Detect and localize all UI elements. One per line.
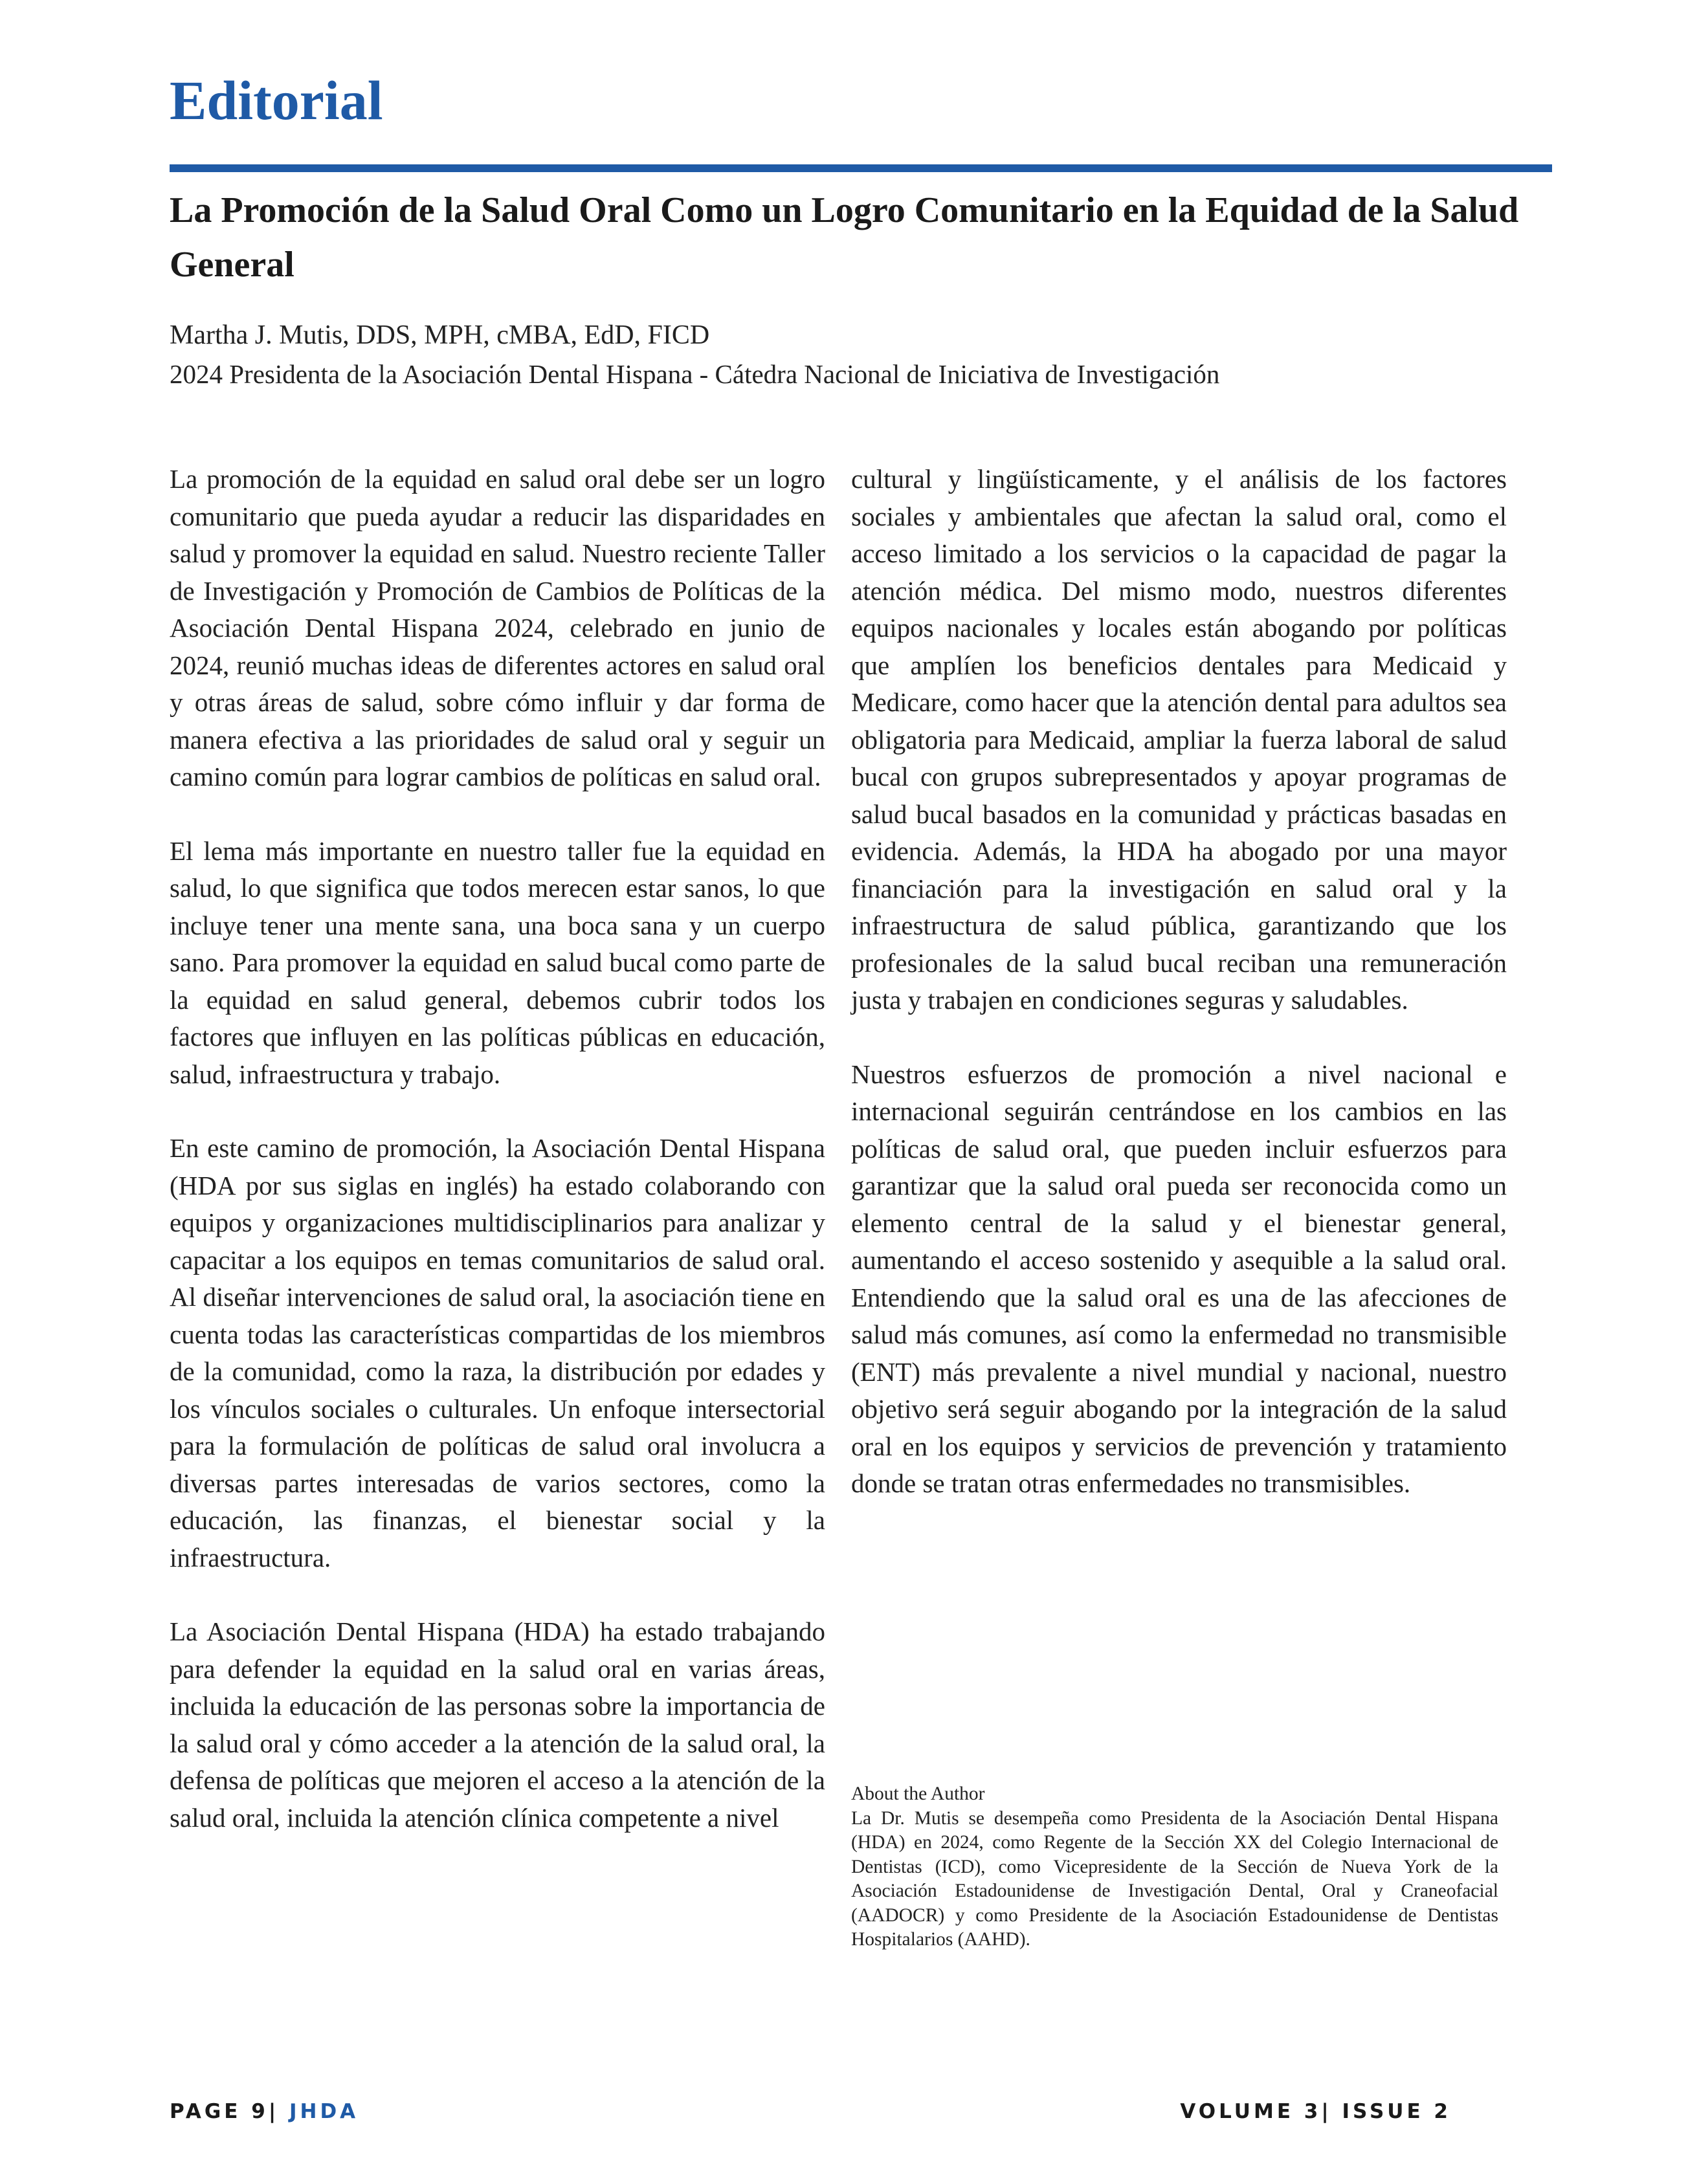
right-column: [851, 461, 1507, 1503]
page-number: PAGE 9|: [170, 2100, 280, 2123]
paragraph: La promoción de la equidad en salud oral debe ser un logro comunitario que pueda ayudar a reducir las disparidades en salud y promover la equidad en salud. Nuestro reciente Taller de Investigación y Promoción de Cambios de Políticas de la Asociación Dental Hispana 2024, celebrado en junio de 2024, reunió muchas ideas de diferentes actores en salud oral y otras áreas de salud, sobre cómo influir y dar forma de manera efectiva a las prioridades de salud oral y seguir un camino común para lograr cambios de políticas en salud oral.: [170, 464, 825, 791]
paragraph: Nuestros esfuerzos de promoción a nivel nacional e internacional seguirán centrándose en los cambios en las políticas de salud oral, que pueden incluir esfuerzos para garantizar que la salud oral pueda ser reconocida como un elemento central de la salud y el bienestar general, aumentando el acceso sostenido y asequible a la salud oral. Entendiendo que la salud oral es una de las afecciones de salud más comunes, así como la enfermedad no transmisible (ENT) más prevalente a nivel mundial y nacional, nuestro objetivo será seguir abogando por la integración de la salud oral en los equipos y servicios de prevención y tratamiento donde se tratan otras enfermedades no transmisibles.: [851, 1059, 1507, 1498]
paragraph: En este camino de promoción, la Asociación Dental Hispana (HDA por sus siglas en inglés) ha estado colaborando con equipos y organizaciones multidisciplinarios para analizar y capacitar a los equipos en temas comunitarios de salud oral. Al diseñar intervenciones de salud oral, la asociación tiene en cuenta todas las características compartidas de los miembros de la comunidad, como la raza, la distribución por edades y los vínculos sociales o culturales. Un enfoque intersectorial para la formulación de políticas de salud oral involucra a diversas partes interesadas de varios sectores, como la educación, las finanzas, el bienestar social y la infraestructura.: [170, 1133, 825, 1572]
section-heading: Editorial: [170, 69, 383, 131]
journal-name: JHDA: [289, 2100, 359, 2123]
about-author-text: La Dr. Mutis se desempeña como Presidenta de la Asociación Dental Hispana (HDA) en 2024, como Regente de la Sección XX del Colegio Internacional de Dentistas (ICD), como Vicepresidente de la Sección de Nueva York de la Asociación Estadounidense de Investigación Dental, Oral y Craneofacial (AADOCR) y como Presidente de la Asociación Estadounidense de Dentistas Hospitalarios (AAHD).: [851, 1807, 1498, 1950]
footer-page: [170, 2100, 359, 2123]
about-author: [851, 1782, 1498, 1952]
footer-issue: VOLUME 3| ISSUE 2: [1180, 2100, 1451, 2123]
about-author-label: About the Author: [851, 1783, 985, 1804]
article-title: La Promoción de la Salud Oral Como un Logro Comunitario en la Equidad de la Salud General: [170, 190, 1519, 285]
paragraph: El lema más importante en nuestro taller fue la equidad en salud, lo que significa que todos merecen estar sanos, lo que incluye tener una mente sana, una boca sana y un cuerpo sano. Para promover la equidad en salud bucal como parte de la equidad en salud general, debemos cubrir todos los factores que influyen en las políticas públicas en educación, salud, infraestructura y trabajo.: [170, 835, 825, 1089]
header-rule: [170, 164, 1552, 172]
paragraph: cultural y lingüísticamente, y el análisis de los factores sociales y ambientales que afectan la salud oral, como el acceso limitado a los servicios o la capacidad de pagar la atención médica. Del mismo modo, nuestros diferentes equipos nacionales y locales están abogando por políticas que amplíen los beneficios dentales para Medicaid y Medicare, como hacer que la atención dental para adultos sea obligatoria para Medicaid, ampliar la fuerza laboral de salud bucal con grupos subrepresentados y apoyar programas de salud bucal basados en la comunidad y prácticas basadas en evidencia. Además, la HDA ha abogado por una mayor financiación para la investigación en salud oral y la infraestructura de salud pública, garantizando que los profesionales de la salud bucal reciban una remuneración justa y trabajen en condiciones seguras y saludables.: [851, 464, 1507, 1015]
author-name: Martha J. Mutis, DDS, MPH, cMBA, EdD, FICD: [170, 320, 710, 350]
author-affiliation: 2024 Presidenta de la Asociación Dental Hispana - Cátedra Nacional de Iniciativa de Investigación: [170, 359, 1220, 389]
paragraph: La Asociación Dental Hispana (HDA) ha estado trabajando para defender la equidad en la salud oral en varias áreas, incluida la educación de las personas sobre la importancia de la salud oral y cómo acceder a la atención de la salud oral, la defensa de políticas que mejoren el acceso a la atención de la salud oral, incluida la atención clínica competente a nivel: [170, 1616, 825, 1833]
left-column: [170, 461, 825, 1837]
